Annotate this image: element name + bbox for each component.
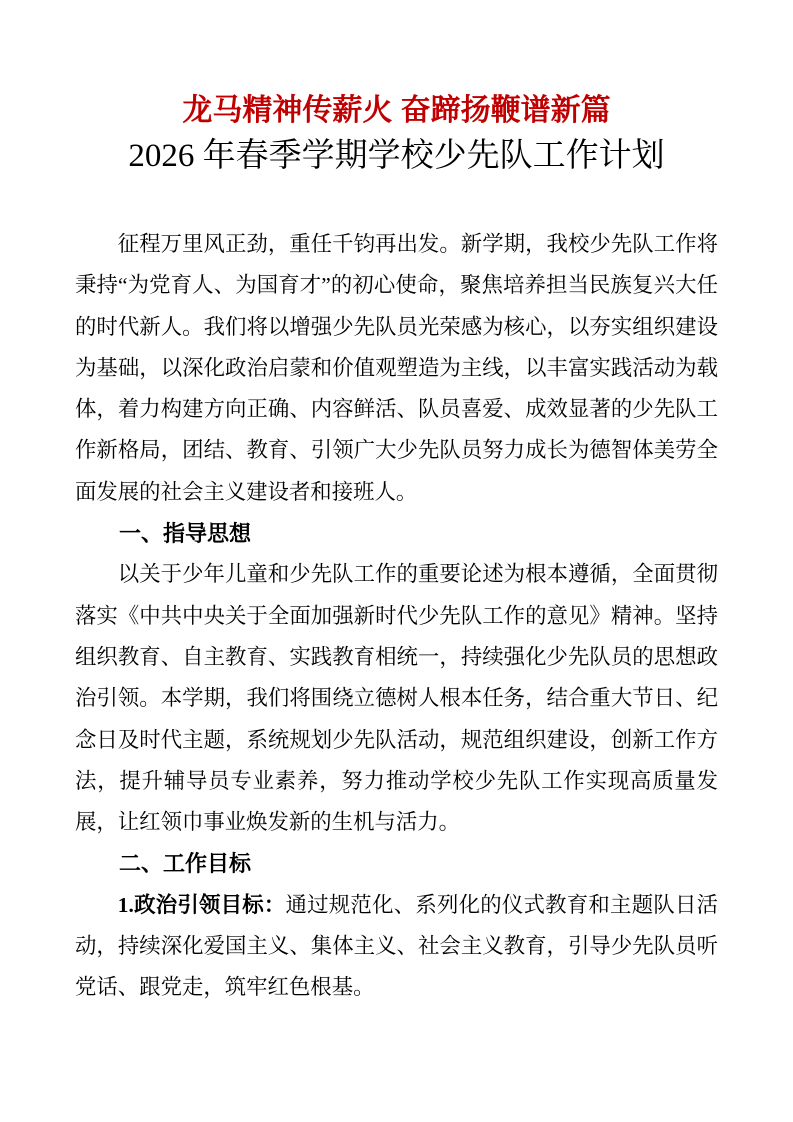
goal-item-1-lead: 1.政治引领目标： [117, 892, 286, 917]
section-2-heading: 二、工作目标 [119, 851, 252, 877]
page-title: 2026 年春季学期学校少先队工作计划 [128, 138, 665, 174]
red-headline: 龙马精神传薪火 奋蹄扬鞭谱新篇 [182, 94, 611, 127]
section-1-paragraph: 以关于少年儿童和少先队工作的重要论述为根本遵循，全面贯彻落实《中共中央关于全面加强新时代少先队工作的意见》精神。坚持组织教育、自主教育、实践教育相统一，持续强化少先队员的思想政治引领。本学期，我们将围绕立德树人根本任务，结合重大节日、纪念日及时代主题，系统规划少先队活动，规范组织建设，创新工作方法，提升辅导员专业素养，努力推动学校少先队工作实现高质量发展，让红领巾事业焕发新的生机与活力。 [75, 562, 718, 835]
document-body [75, 224, 718, 1009]
intro-paragraph: 征程万里风正劲，重任千钧再出发。新学期，我校少先队工作将秉持“为党育人、为国育才”的初心使命，聚焦培养担当民族复兴大任的时代新人。我们将以增强少先队员光荣感为核心，以夯实组织建设为基础，以深化政治启蒙和价值观塑造为主线，以丰富实践活动为载体，着力构建方向正确、内容鲜活、队员喜爱、成效显著的少先队工作新格局，团结、教育、引领广大少先队员努力成长为德智体美劳全面发展的社会主义建设者和接班人。 [75, 232, 718, 504]
section-1-heading: 一、指导思想 [119, 521, 252, 547]
goal-item-1 [75, 885, 718, 1009]
goal-item-1-text: 通过规范化、系列化的仪式教育和主题队日活动，持续深化爱国主义、集体主义、社会主义教育，引导少先队员听党话、跟党走，筑牢红色根基。 [75, 892, 718, 1000]
